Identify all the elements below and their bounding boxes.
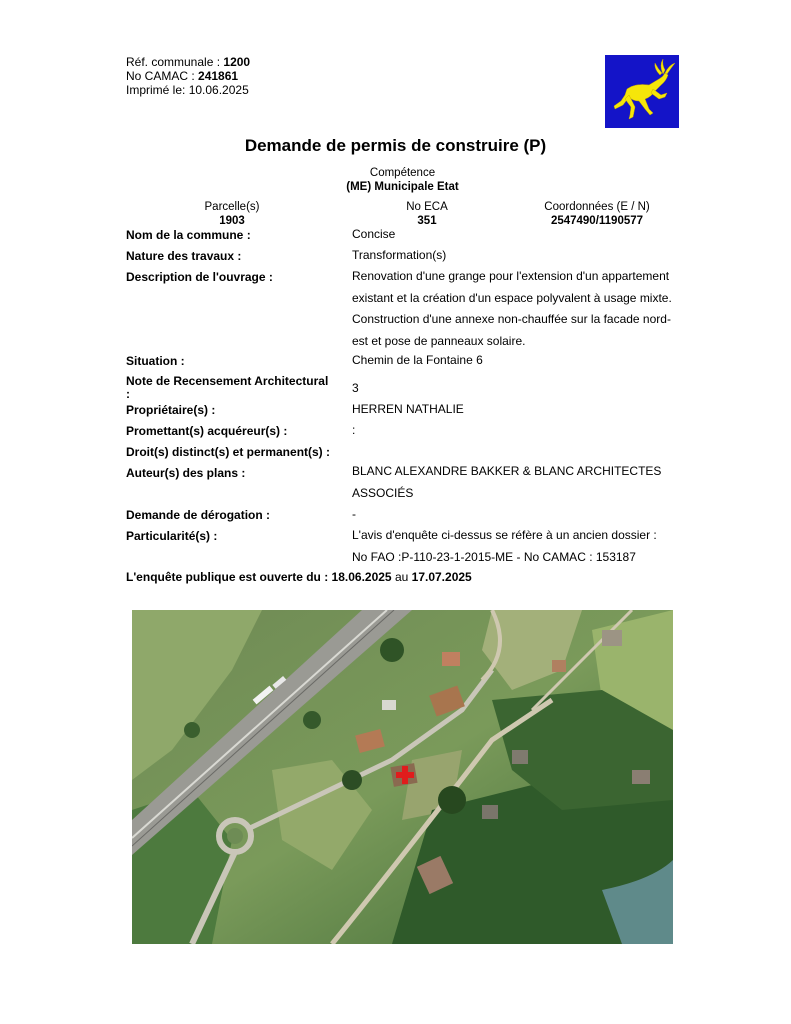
nature-value: Transformation(s) (352, 248, 447, 262)
description-line: existant et la création d'un espace polyvalent à usage mixte. (352, 290, 672, 305)
page-title: Demande de permis de construire (P) (244, 136, 547, 155)
coordinates-column (527, 200, 667, 228)
promettant-value: : (352, 423, 356, 437)
nature-label: Nature des travaux : (126, 249, 242, 263)
parcelle-value: 1903 (219, 215, 245, 227)
ref-communale-line (126, 55, 250, 69)
competence-label: Compétence (369, 167, 436, 179)
proprietaire-value: HERREN NATHALIE (352, 402, 464, 416)
parcelle-label: Parcelle(s) (204, 201, 260, 213)
note-value: 3 (352, 381, 359, 395)
printed-label: Imprimé le: (126, 83, 186, 97)
commune-label: Nom de la commune : (126, 228, 251, 242)
description-label: Description de l'ouvrage : (126, 270, 273, 284)
camac-value: 241861 (198, 69, 239, 83)
description-value (352, 266, 672, 352)
competence-value: (ME) Municipale Etat (346, 181, 459, 193)
particularite-label: Particularité(s) : (126, 529, 218, 543)
printed-line (126, 83, 250, 97)
auteur-value (352, 461, 661, 504)
situation-value: Chemin de la Fontaine 6 (352, 353, 483, 367)
aerial-map (132, 610, 673, 944)
enquete-line (126, 570, 472, 584)
auteur-line: ASSOCIÉS (352, 485, 414, 500)
camac-line (126, 69, 250, 83)
droit-label: Droit(s) distinct(s) et permanent(s) : (126, 445, 331, 459)
commune-value: Concise (352, 227, 396, 241)
situation-label: Situation : (126, 354, 185, 368)
competence-block (0, 166, 791, 194)
enquete-start: 18.06.2025 (331, 570, 392, 584)
parcelle-column (172, 200, 292, 228)
promettant-label: Promettant(s) acquéreur(s) : (126, 424, 288, 438)
description-line: Renovation d'une grange pour l'extension d'un appartement (352, 269, 670, 283)
note-label-line: : (126, 387, 130, 401)
document-header (126, 55, 250, 97)
auteur-label: Auteur(s) des plans : (126, 466, 246, 480)
ibex-coat-of-arms-icon (605, 55, 679, 128)
camac-label: No CAMAC : (126, 69, 195, 83)
particularite-line: L'avis d'enquête ci-dessus se réfère à un ancien dossier : (352, 528, 657, 542)
enquete-label: L'enquête publique est ouverte du : (126, 570, 329, 584)
ref-communale-value: 1200 (223, 55, 251, 69)
proprietaire-label: Propriétaire(s) : (126, 403, 216, 417)
printed-value: 10.06.2025 (188, 83, 249, 97)
particularite-line: No FAO :P-110-23-1-2015-ME - No CAMAC : 153187 (352, 549, 636, 564)
auteur-line: BLANC ALEXANDRE BAKKER & BLANC ARCHITECTES (352, 464, 662, 478)
enquete-end: 17.07.2025 (411, 570, 472, 584)
description-line: Construction d'une annexe non-chauffée sur la facade nord- (352, 312, 671, 326)
description-line: est et pose de panneaux solaire. (352, 333, 526, 348)
note-label-line: Note de Recensement Architectural (126, 374, 329, 388)
note-label (126, 375, 328, 401)
enquete-mid: au (394, 570, 409, 584)
particularite-value (352, 525, 657, 568)
eca-value: 351 (417, 215, 437, 227)
coordinates-label: Coordonnées (E / N) (544, 201, 650, 213)
eca-label: No ECA (406, 201, 448, 213)
derogation-label: Demande de dérogation : (126, 508, 271, 522)
ref-communale-label: Réf. communale : (126, 55, 221, 69)
derogation-value: - (352, 507, 356, 521)
coordinates-value: 2547490/1190577 (550, 215, 644, 227)
